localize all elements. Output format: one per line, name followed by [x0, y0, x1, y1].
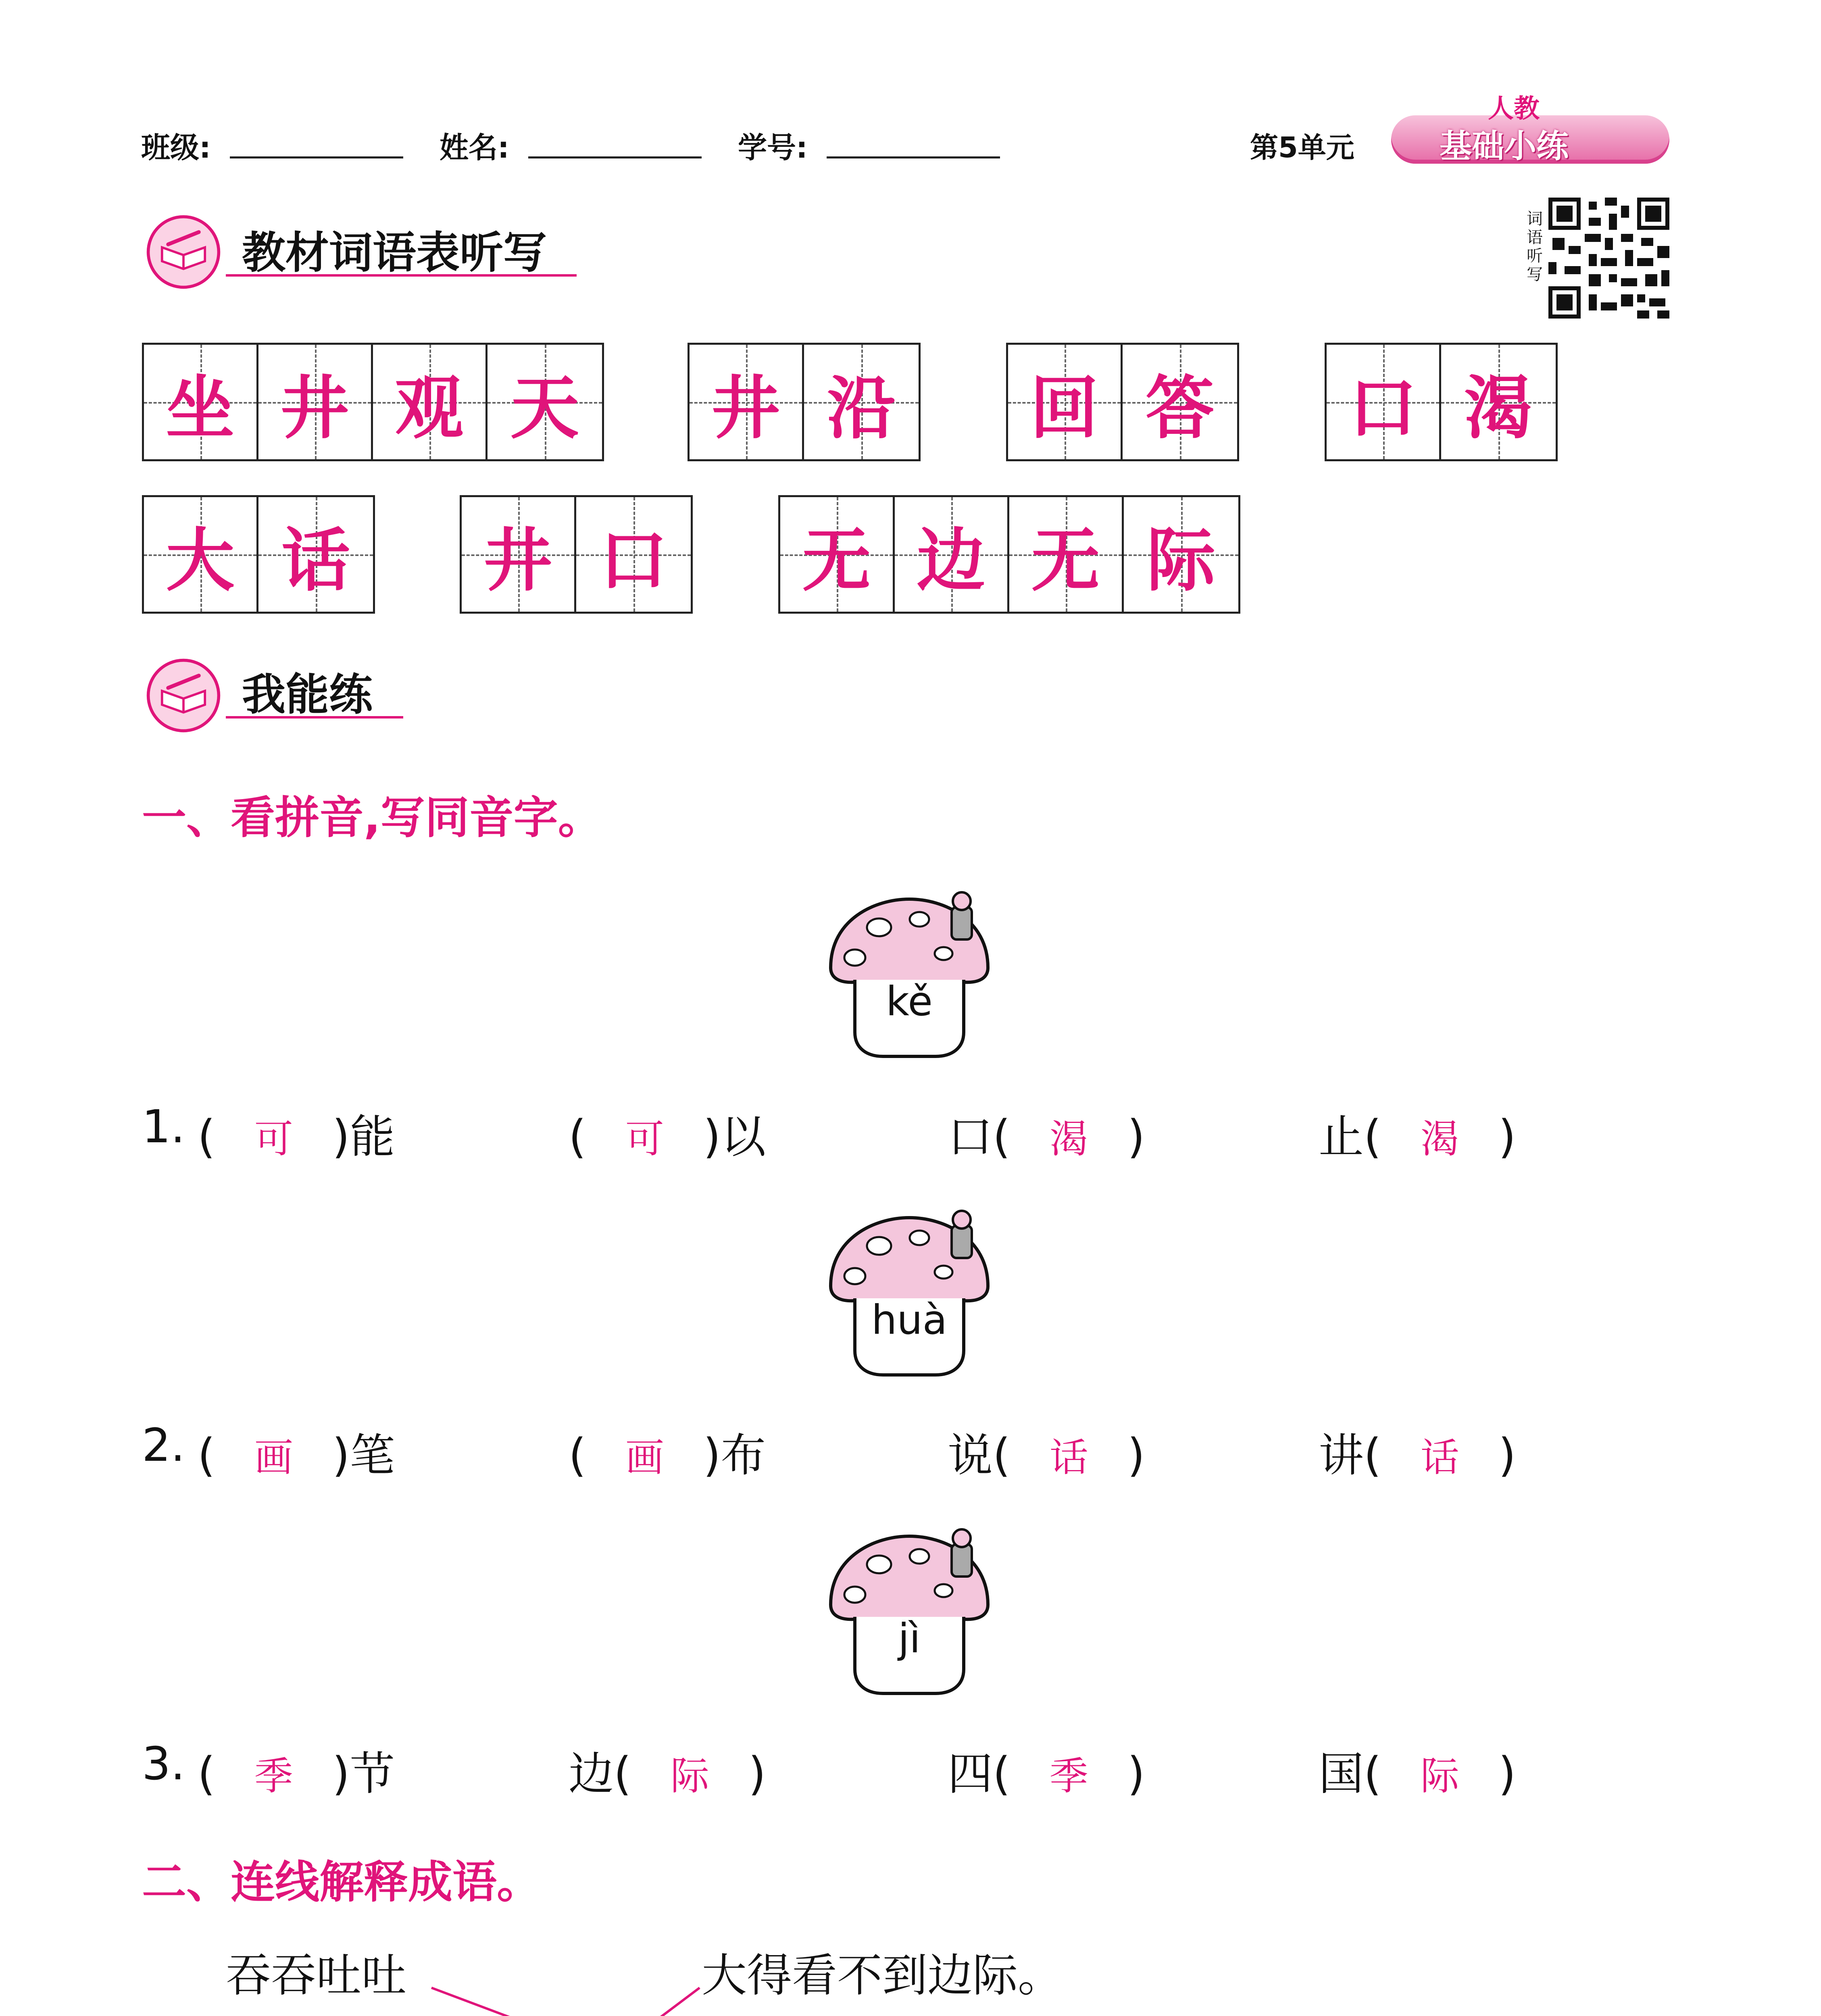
grid-cell: 际	[1124, 497, 1238, 612]
grid-cell: 无	[1009, 497, 1124, 612]
blank-item[interactable]: ( 画 )笔	[198, 1429, 395, 1482]
grid-cell: 井	[462, 497, 576, 612]
grid-cell: 回	[1008, 345, 1123, 459]
grid-cell: 观	[373, 345, 488, 459]
unit-label: 第5单元	[1250, 131, 1354, 164]
id-label: 学号:	[738, 131, 808, 165]
blank-item[interactable]: 边( 际 )	[569, 1748, 766, 1800]
grid-cell: 口	[576, 497, 691, 612]
blank-item[interactable]: 说( 话 )	[948, 1429, 1145, 1482]
grid-cell: 坐	[144, 345, 258, 459]
blank-item[interactable]: 口( 渴 )	[948, 1111, 1145, 1163]
class-label: 班级:	[141, 131, 211, 165]
blank-item[interactable]: 四( 季 )	[948, 1748, 1145, 1800]
grid-cell: 话	[258, 497, 373, 612]
row-number: 2.	[142, 1419, 185, 1472]
blank-item[interactable]: ( 画 )布	[569, 1429, 766, 1482]
row-number: 3.	[142, 1738, 185, 1790]
blank-item[interactable]: 讲( 话 )	[1319, 1429, 1516, 1482]
grid-cell: 口	[1327, 345, 1441, 459]
grid-cell: 边	[895, 497, 1009, 612]
grid-cell: 天	[488, 345, 602, 459]
grid-cell: 答	[1123, 345, 1237, 459]
pinyin-label: huà	[871, 1296, 948, 1343]
match-line	[431, 1988, 700, 2016]
name-label: 姓名:	[440, 131, 509, 165]
grid-cell: 无	[780, 497, 895, 612]
q1-title: 一、看拼音,写同音字。	[142, 792, 602, 843]
pinyin-label: jì	[898, 1615, 921, 1662]
row-number: 1.	[142, 1101, 185, 1153]
blank-item[interactable]: ( 可 )以	[569, 1111, 766, 1163]
blank-item[interactable]: ( 可 )能	[198, 1111, 395, 1163]
blank-item[interactable]: ( 季 )节	[198, 1748, 395, 1800]
q2-title: 二、连线解释成语。	[142, 1856, 541, 1908]
brand-top-text: 人教	[1488, 94, 1540, 124]
blank-item[interactable]: 止( 渴 )	[1319, 1111, 1516, 1163]
dictation-title: 教材词语表听写	[242, 228, 547, 278]
grid-cell: 沿	[804, 345, 919, 459]
qr-label: 词语听写	[1527, 210, 1543, 284]
pinyin-label: kě	[886, 978, 933, 1025]
grid-cell: 井	[690, 345, 804, 459]
blank-item[interactable]: 国( 际 )	[1319, 1748, 1516, 1800]
grid-cell: 井	[258, 345, 373, 459]
grid-cell: 渴	[1441, 345, 1556, 459]
brand-text: 基础小练	[1440, 127, 1569, 165]
grid-cell: 大	[144, 497, 258, 612]
practice-title: 我能练	[242, 670, 373, 720]
meaning-item[interactable]: 大得看不到边际。	[702, 1949, 1063, 2002]
idiom-item[interactable]: 吞吞吐吐	[226, 1949, 406, 2002]
